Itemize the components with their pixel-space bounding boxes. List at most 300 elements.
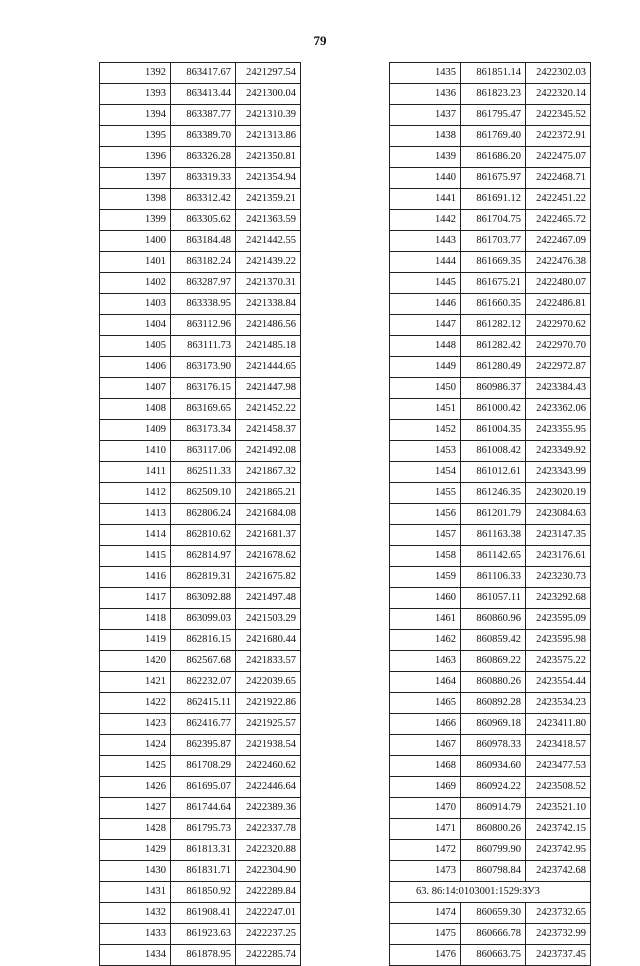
table-row [100,714,301,735]
table-row [100,210,301,231]
point-number: 1418 [100,609,171,630]
point-number: 1426 [100,777,171,798]
coordinates-table-left [99,62,301,966]
x-coordinate: 861769.40 [461,126,526,147]
y-coordinate: 2421313.86 [236,126,301,147]
coordinates-table-left-body [100,63,301,966]
x-coordinate: 861878.95 [171,945,236,966]
x-coordinate: 863287.97 [171,273,236,294]
section-row [390,882,591,903]
y-coordinate: 2421684.08 [236,504,301,525]
table-row [390,609,591,630]
x-coordinate: 860799.90 [461,840,526,861]
table-row [100,294,301,315]
y-coordinate: 2422970.70 [526,336,591,357]
y-coordinate: 2421370.31 [236,273,301,294]
y-coordinate: 2423742.68 [526,861,591,882]
y-coordinate: 2422476.38 [526,252,591,273]
point-number: 1439 [390,147,461,168]
point-number: 1419 [100,630,171,651]
x-coordinate: 861280.49 [461,357,526,378]
point-number: 1448 [390,336,461,357]
table-row [100,168,301,189]
point-number: 1429 [100,840,171,861]
point-number: 1467 [390,735,461,756]
table-row [100,735,301,756]
x-coordinate: 860924.22 [461,777,526,798]
x-coordinate: 863112.96 [171,315,236,336]
x-coordinate: 861012.61 [461,462,526,483]
y-coordinate: 2421458.37 [236,420,301,441]
table-row [390,378,591,399]
point-number: 1471 [390,819,461,840]
y-coordinate: 2423176.61 [526,546,591,567]
point-number: 1430 [100,861,171,882]
point-number: 1456 [390,504,461,525]
y-coordinate: 2422467.09 [526,231,591,252]
y-coordinate: 2422302.03 [526,63,591,84]
x-coordinate: 861660.35 [461,294,526,315]
table-row [390,567,591,588]
y-coordinate: 2423292.68 [526,588,591,609]
table-row [390,168,591,189]
x-coordinate: 863173.34 [171,420,236,441]
table-row [100,462,301,483]
y-coordinate: 2423508.52 [526,777,591,798]
x-coordinate: 861708.29 [171,756,236,777]
x-coordinate: 861703.77 [461,231,526,252]
table-row [390,924,591,945]
y-coordinate: 2423737.45 [526,945,591,966]
point-number: 1401 [100,252,171,273]
table-row [100,420,301,441]
point-number: 1441 [390,189,461,210]
table-row [100,861,301,882]
x-coordinate: 861823.23 [461,84,526,105]
x-coordinate: 863092.88 [171,588,236,609]
y-coordinate: 2423732.99 [526,924,591,945]
y-coordinate: 2421865.21 [236,483,301,504]
x-coordinate: 862810.62 [171,525,236,546]
table-row [100,504,301,525]
table-row [390,588,591,609]
point-number: 1434 [100,945,171,966]
table-row [100,126,301,147]
y-coordinate: 2421497.48 [236,588,301,609]
point-number: 1475 [390,924,461,945]
point-number: 1397 [100,168,171,189]
x-coordinate: 862814.97 [171,546,236,567]
point-number: 1404 [100,315,171,336]
table-row [390,777,591,798]
coordinates-table-right [389,62,591,966]
table-row [390,504,591,525]
y-coordinate: 2422486.81 [526,294,591,315]
y-coordinate: 2421447.98 [236,378,301,399]
y-coordinate: 2421300.04 [236,84,301,105]
table-row [100,147,301,168]
y-coordinate: 2421492.08 [236,441,301,462]
x-coordinate: 861795.73 [171,819,236,840]
y-coordinate: 2423084.63 [526,504,591,525]
point-number: 1420 [100,651,171,672]
y-coordinate: 2421338.84 [236,294,301,315]
y-coordinate: 2421922.86 [236,693,301,714]
table-row [100,882,301,903]
table-row [100,273,301,294]
x-coordinate: 862806.24 [171,504,236,525]
y-coordinate: 2422475.07 [526,147,591,168]
point-number: 1421 [100,672,171,693]
x-coordinate: 863319.33 [171,168,236,189]
y-coordinate: 2421503.29 [236,609,301,630]
y-coordinate: 2422465.72 [526,210,591,231]
table-row [390,399,591,420]
table-row [390,189,591,210]
y-coordinate: 2421678.62 [236,546,301,567]
x-coordinate: 860934.60 [461,756,526,777]
point-number: 1415 [100,546,171,567]
x-coordinate: 860880.26 [461,672,526,693]
x-coordinate: 861163.38 [461,525,526,546]
point-number: 1438 [390,126,461,147]
point-number: 1406 [100,357,171,378]
y-coordinate: 2423020.19 [526,483,591,504]
y-coordinate: 2423477.53 [526,756,591,777]
y-coordinate: 2422320.14 [526,84,591,105]
x-coordinate: 861669.35 [461,252,526,273]
x-coordinate: 861004.35 [461,420,526,441]
table-row [390,546,591,567]
point-number: 1431 [100,882,171,903]
y-coordinate: 2423595.98 [526,630,591,651]
y-coordinate: 2423230.73 [526,567,591,588]
table-row [390,861,591,882]
table-row [100,525,301,546]
point-number: 1433 [100,924,171,945]
x-coordinate: 861923.63 [171,924,236,945]
table-row [100,924,301,945]
table-row [390,483,591,504]
x-coordinate: 862567.68 [171,651,236,672]
point-number: 1469 [390,777,461,798]
x-coordinate: 861691.12 [461,189,526,210]
point-number: 1436 [390,84,461,105]
point-number: 1417 [100,588,171,609]
table-row [100,441,301,462]
table-row [100,798,301,819]
point-number: 1400 [100,231,171,252]
table-row [100,672,301,693]
x-coordinate: 860869.22 [461,651,526,672]
x-coordinate: 861246.35 [461,483,526,504]
section-label: 63. 86:14:0103001:1529:ЗУ3 [390,882,591,903]
x-coordinate: 861695.07 [171,777,236,798]
y-coordinate: 2422039.65 [236,672,301,693]
point-number: 1414 [100,525,171,546]
x-coordinate: 861282.42 [461,336,526,357]
table-row [390,126,591,147]
y-coordinate: 2421680.44 [236,630,301,651]
y-coordinate: 2421681.37 [236,525,301,546]
x-coordinate: 862816.15 [171,630,236,651]
y-coordinate: 2423575.22 [526,651,591,672]
point-number: 1440 [390,168,461,189]
table-row [390,735,591,756]
table-row [100,378,301,399]
y-coordinate: 2423384.43 [526,378,591,399]
x-coordinate: 863117.06 [171,441,236,462]
table-row [100,903,301,924]
table-row [100,105,301,126]
y-coordinate: 2423411.80 [526,714,591,735]
x-coordinate: 862395.87 [171,735,236,756]
table-row [100,483,301,504]
point-number: 1458 [390,546,461,567]
y-coordinate: 2421867.32 [236,462,301,483]
x-coordinate: 860800.26 [461,819,526,840]
point-number: 1435 [390,63,461,84]
x-coordinate: 861831.71 [171,861,236,882]
x-coordinate: 861908.41 [171,903,236,924]
y-coordinate: 2422285.74 [236,945,301,966]
table-row [100,189,301,210]
point-number: 1454 [390,462,461,483]
point-number: 1413 [100,504,171,525]
x-coordinate: 863305.62 [171,210,236,231]
x-coordinate: 863182.24 [171,252,236,273]
x-coordinate: 860978.33 [461,735,526,756]
x-coordinate: 863169.65 [171,399,236,420]
point-number: 1464 [390,672,461,693]
point-number: 1411 [100,462,171,483]
x-coordinate: 860892.28 [461,693,526,714]
table-row [100,567,301,588]
point-number: 1470 [390,798,461,819]
y-coordinate: 2422304.90 [236,861,301,882]
x-coordinate: 863326.28 [171,147,236,168]
table-row [390,63,591,84]
point-number: 1463 [390,651,461,672]
coordinates-table-right-body [390,63,591,966]
y-coordinate: 2423732.65 [526,903,591,924]
point-number: 1394 [100,105,171,126]
y-coordinate: 2422337.78 [236,819,301,840]
x-coordinate: 860663.75 [461,945,526,966]
point-number: 1453 [390,441,461,462]
y-coordinate: 2421297.54 [236,63,301,84]
x-coordinate: 862415.11 [171,693,236,714]
x-coordinate: 861813.31 [171,840,236,861]
y-coordinate: 2421486.56 [236,315,301,336]
y-coordinate: 2421444.65 [236,357,301,378]
point-number: 1447 [390,315,461,336]
table-row [100,777,301,798]
point-number: 1408 [100,399,171,420]
y-coordinate: 2423521.10 [526,798,591,819]
table-row [100,840,301,861]
table-row [100,84,301,105]
table-row [390,357,591,378]
y-coordinate: 2421675.82 [236,567,301,588]
y-coordinate: 2421452.22 [236,399,301,420]
table-row [100,588,301,609]
x-coordinate: 861850.92 [171,882,236,903]
y-coordinate: 2423343.99 [526,462,591,483]
table-row [390,903,591,924]
table-row [390,210,591,231]
x-coordinate: 863312.42 [171,189,236,210]
table-row [100,756,301,777]
table-row [390,672,591,693]
point-number: 1468 [390,756,461,777]
x-coordinate: 861744.64 [171,798,236,819]
y-coordinate: 2421350.81 [236,147,301,168]
x-coordinate: 861201.79 [461,504,526,525]
x-coordinate: 862511.33 [171,462,236,483]
x-coordinate: 860914.79 [461,798,526,819]
x-coordinate: 861057.11 [461,588,526,609]
point-number: 1423 [100,714,171,735]
point-number: 1422 [100,693,171,714]
x-coordinate: 863338.95 [171,294,236,315]
x-coordinate: 860986.37 [461,378,526,399]
x-coordinate: 860666.78 [461,924,526,945]
y-coordinate: 2422289.84 [236,882,301,903]
point-number: 1472 [390,840,461,861]
point-number: 1405 [100,336,171,357]
y-coordinate: 2423418.57 [526,735,591,756]
table-row [390,630,591,651]
table-row [100,63,301,84]
table-row [390,252,591,273]
point-number: 1416 [100,567,171,588]
table-row [390,798,591,819]
x-coordinate: 861675.21 [461,273,526,294]
point-number: 1466 [390,714,461,735]
table-row [100,399,301,420]
table-row [100,315,301,336]
point-number: 1446 [390,294,461,315]
table-row [390,462,591,483]
table-row [100,609,301,630]
x-coordinate: 861000.42 [461,399,526,420]
x-coordinate: 863176.15 [171,378,236,399]
y-coordinate: 2421485.18 [236,336,301,357]
y-coordinate: 2423349.92 [526,441,591,462]
table-row [390,273,591,294]
x-coordinate: 861106.33 [461,567,526,588]
y-coordinate: 2423742.15 [526,819,591,840]
table-row [390,84,591,105]
table-row [390,840,591,861]
point-number: 1407 [100,378,171,399]
table-row [100,945,301,966]
x-coordinate: 861795.47 [461,105,526,126]
y-coordinate: 2422389.36 [236,798,301,819]
point-number: 1462 [390,630,461,651]
x-coordinate: 861851.14 [461,63,526,84]
x-coordinate: 861675.97 [461,168,526,189]
table-row [100,231,301,252]
x-coordinate: 861686.20 [461,147,526,168]
point-number: 1443 [390,231,461,252]
y-coordinate: 2423554.44 [526,672,591,693]
x-coordinate: 860859.42 [461,630,526,651]
point-number: 1457 [390,525,461,546]
point-number: 1455 [390,483,461,504]
table-row [390,147,591,168]
point-number: 1409 [100,420,171,441]
y-coordinate: 2422446.64 [236,777,301,798]
table-row [100,651,301,672]
point-number: 1444 [390,252,461,273]
point-number: 1460 [390,588,461,609]
x-coordinate: 860659.30 [461,903,526,924]
y-coordinate: 2423595.09 [526,609,591,630]
x-coordinate: 861282.12 [461,315,526,336]
table-row [390,945,591,966]
page-number: 79 [313,33,327,48]
x-coordinate: 860798.84 [461,861,526,882]
x-coordinate: 860969.18 [461,714,526,735]
y-coordinate: 2421925.57 [236,714,301,735]
table-row [390,105,591,126]
x-coordinate: 862416.77 [171,714,236,735]
point-number: 1392 [100,63,171,84]
point-number: 1410 [100,441,171,462]
point-number: 1452 [390,420,461,441]
x-coordinate: 863417.67 [171,63,236,84]
x-coordinate: 862232.07 [171,672,236,693]
x-coordinate: 863099.03 [171,609,236,630]
x-coordinate: 863389.70 [171,126,236,147]
table-row [390,336,591,357]
table-row [100,630,301,651]
point-number: 1473 [390,861,461,882]
x-coordinate: 860860.96 [461,609,526,630]
y-coordinate: 2423362.06 [526,399,591,420]
x-coordinate: 863111.73 [171,336,236,357]
table-row [390,525,591,546]
y-coordinate: 2421354.94 [236,168,301,189]
x-coordinate: 861142.65 [461,546,526,567]
y-coordinate: 2422372.91 [526,126,591,147]
table-row [390,693,591,714]
point-number: 1465 [390,693,461,714]
x-coordinate: 861704.75 [461,210,526,231]
point-number: 1402 [100,273,171,294]
table-row [390,315,591,336]
y-coordinate: 2423147.35 [526,525,591,546]
x-coordinate: 863387.77 [171,105,236,126]
table-row [100,336,301,357]
point-number: 1399 [100,210,171,231]
y-coordinate: 2423534.23 [526,693,591,714]
y-coordinate: 2422970.62 [526,315,591,336]
point-number: 1425 [100,756,171,777]
point-number: 1424 [100,735,171,756]
table-row [390,819,591,840]
x-coordinate: 863413.44 [171,84,236,105]
y-coordinate: 2422460.62 [236,756,301,777]
y-coordinate: 2422480.07 [526,273,591,294]
point-number: 1393 [100,84,171,105]
y-coordinate: 2421442.55 [236,231,301,252]
x-coordinate: 862509.10 [171,483,236,504]
y-coordinate: 2422237.25 [236,924,301,945]
point-number: 1398 [100,189,171,210]
